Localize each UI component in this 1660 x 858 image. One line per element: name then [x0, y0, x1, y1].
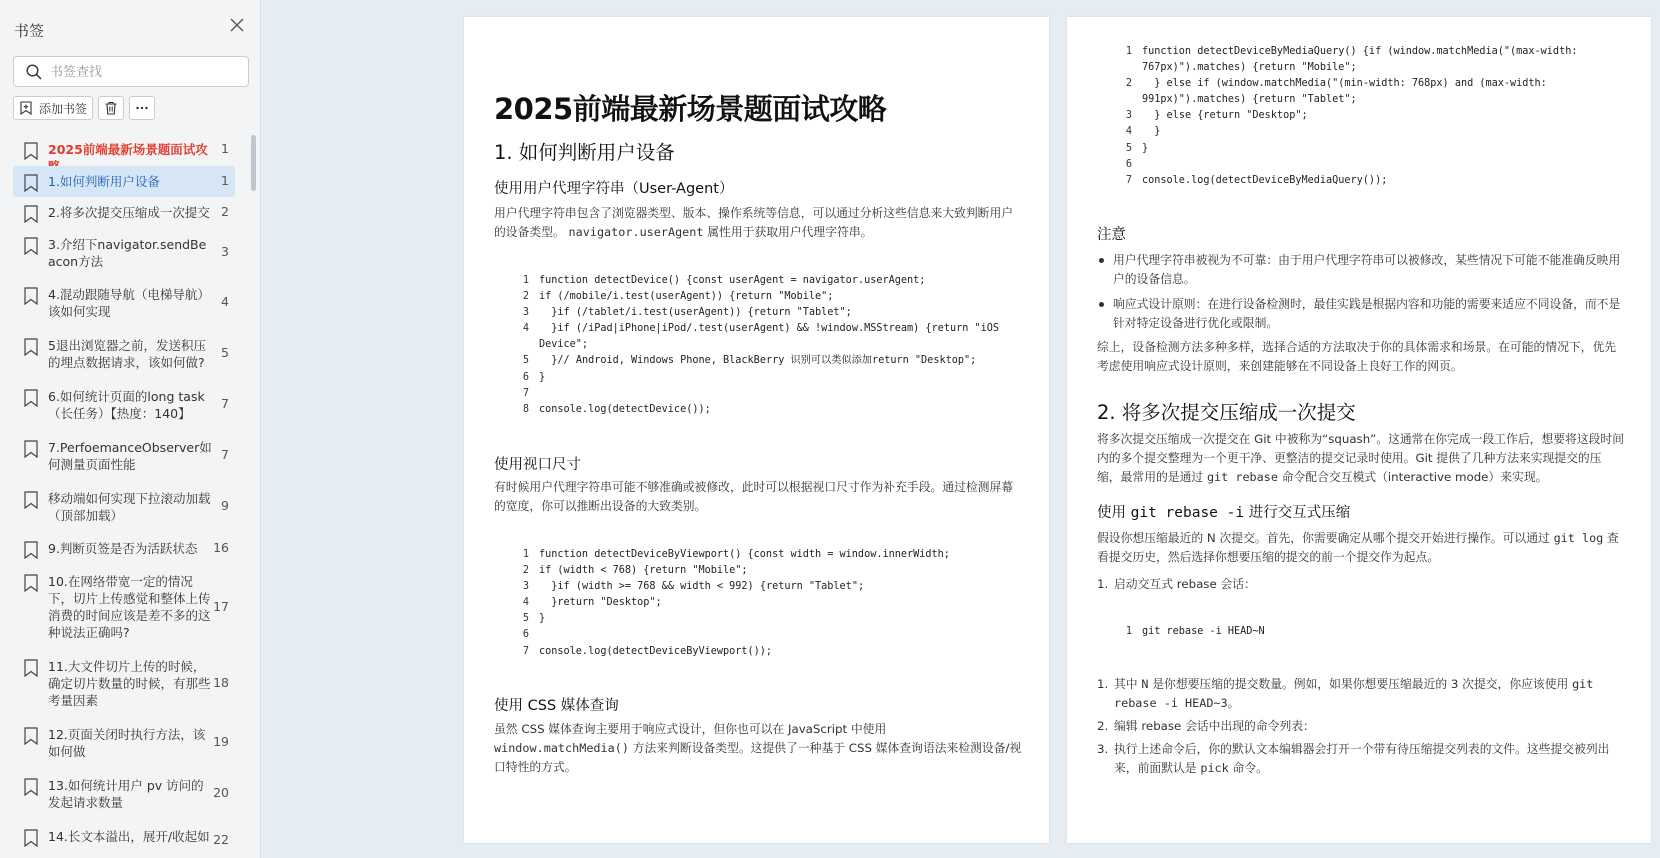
document-page-right	[1067, 17, 1651, 843]
bookmark-icon	[24, 287, 38, 305]
bookmark-icon	[24, 778, 38, 796]
code-line: 6	[522, 629, 529, 641]
bookmark-search-input[interactable]	[50, 63, 240, 81]
code-line: 6 }	[522, 371, 546, 383]
bookmark-item[interactable]	[13, 330, 235, 381]
bookmark-label: 11.大文件切片上传的时候，确定切片数量的时候，有那些考量因素	[48, 659, 211, 708]
bookmark-icon	[24, 237, 38, 255]
paragraph	[1097, 529, 1625, 567]
bookmark-item[interactable]	[13, 166, 235, 197]
paragraph-text: 查看提交历史，然后选择你想要压缩的提交的前一个提交作为起点。	[1097, 531, 1619, 564]
code-block	[509, 273, 1029, 418]
bookmark-label: 3.介绍下navigator.sendBeacon方法	[48, 237, 207, 269]
bookmark-sidebar	[0, 0, 261, 858]
list-item: 3. 执行上述命令后，你的默认文本编辑器会打开一个带有待压缩提交列表的文件。这些提交被列出来，前面默认是 pick 命令。	[1097, 742, 1610, 775]
note-list	[1097, 251, 1625, 333]
code-block	[1112, 44, 1631, 189]
subsection-heading: 注意	[1097, 227, 1126, 243]
paragraph: 有时候用户代理字符串可能不够准确或被修改，此时可以根据视口尺寸作为补充手段。通过检测屏幕的宽度，你可以推断出设备的大致类别。	[494, 480, 1014, 513]
bookmark-page: 7	[221, 447, 229, 462]
bookmark-page: 4	[221, 294, 229, 309]
list-item: 2. 编辑 rebase 会话中出现的命令列表：	[1097, 719, 1315, 733]
subsection-heading: 使用视口尺寸	[494, 457, 581, 473]
paragraph	[1097, 430, 1625, 487]
list-item: 1. 其中 N 是你想要压缩的提交数量。例如，如果你想要压缩最近的 3 次提交，你应该使用 git rebase -i HEAD~3。	[1097, 677, 1594, 710]
bookmark-item[interactable]	[13, 770, 235, 821]
bookmark-icon	[24, 829, 38, 847]
close-icon[interactable]	[228, 18, 246, 36]
bookmark-label: 1.如何判断用户设备	[48, 174, 160, 189]
document-page-left	[464, 17, 1049, 843]
list-item: 1. 启动交互式 rebase 会话：	[1097, 577, 1256, 591]
code-line: 4 }return "Desktop";	[522, 597, 662, 609]
bookmark-search-box[interactable]	[13, 56, 249, 87]
add-bookmark-label: 添加书签	[39, 101, 88, 116]
list-item: 响应式设计原则：在进行设备检测时，最佳实践是根据内容和功能的需要来适应不同设备，而不是针对特定设备进行优化或限制。	[1097, 295, 1625, 333]
bookmark-page: 3	[221, 244, 229, 259]
paragraph	[494, 204, 1023, 242]
code-line: 7 console.log(detectDeviceByMediaQuery());	[1125, 174, 1388, 186]
inline-code: git log	[1553, 531, 1604, 545]
heading-text: 使用	[1097, 505, 1126, 521]
code-line: 5 }	[1125, 142, 1149, 154]
code-line: 1 function detectDeviceByMediaQuery() {if (window.matchMedia("(max-width: 767px)").matches) {return "Mobile";	[1125, 46, 1584, 74]
code-line: 2 if (width < 768) {return "Mobile";	[522, 565, 748, 577]
code-line: 2 if (/mobile/i.test(userAgent)) {return "Mobile";	[522, 291, 834, 303]
bookmark-item[interactable]	[13, 197, 235, 229]
bookmark-icon	[24, 659, 38, 677]
bookmark-label: 13.如何统计用户 pv 访问的发起请求数量	[48, 778, 204, 810]
code-line: 6	[1125, 158, 1132, 170]
bookmark-page: 1	[221, 141, 229, 156]
bookmark-page: 1	[221, 173, 229, 188]
bookmark-label: 5退出浏览器之前，发送积压的埋点数据请求，该如何做?	[48, 338, 206, 370]
paragraph-text: 命令配合交互模式（interactive mode）来实现。	[1281, 470, 1548, 484]
bookmark-label: 10.在网络带宽一定的情况下，切片上传感觉和整体上传消费的时间应该是差不多的这种说法正确吗?	[48, 574, 211, 640]
bookmark-label: 14.长文本溢出，展开/收起如	[48, 829, 210, 844]
subsection-heading: 使用 CSS 媒体查询	[494, 698, 619, 714]
bookmark-page: 7	[221, 396, 229, 411]
numbered-list	[1097, 575, 1625, 594]
code-line: 5 }	[522, 613, 546, 625]
bookmark-page: 18	[213, 675, 229, 690]
bookmark-icon	[24, 205, 38, 223]
bookmark-page: 20	[213, 785, 229, 800]
bookmark-label: 4.混动跟随导航（电梯导航）该如何实现	[48, 287, 210, 319]
bookmark-page: 22	[213, 832, 229, 847]
bookmark-page: 5	[221, 345, 229, 360]
bookmark-item[interactable]	[13, 719, 235, 770]
bookmark-item[interactable]	[13, 279, 235, 330]
code-line: 3 }if (/tablet/i.test(userAgent)) {return "Tablet";	[522, 307, 852, 319]
bookmark-page: 16	[213, 540, 229, 555]
bookmark-icon	[24, 574, 38, 592]
bookmark-icon	[24, 338, 38, 356]
document-title: 2025前端最新场景题面试攻略	[494, 92, 887, 126]
code-block	[1112, 624, 1631, 640]
numbered-list	[1097, 675, 1625, 778]
bookmark-page: 19	[213, 734, 229, 749]
bookmark-item[interactable]	[13, 566, 235, 651]
code-line: 7 console.log(detectDeviceByViewport());	[522, 645, 773, 657]
bookmark-page: 9	[221, 498, 229, 513]
bookmark-icon	[24, 142, 38, 160]
code-line: 5 }// Android, Windows Phone, BlackBerry 识别可以类似添加return "Desktop";	[522, 355, 977, 367]
bookmark-item[interactable]	[13, 134, 235, 166]
bookmark-label: 9.判断页签是否为活跃状态	[48, 541, 198, 556]
inline-code: navigator.userAgent	[568, 225, 704, 239]
more-icon	[135, 101, 149, 115]
bookmark-page: 2	[221, 204, 229, 219]
sidebar-title: 书签	[14, 22, 45, 40]
bookmark-label: 12.页面关闭时执行方法，该如何做	[48, 727, 206, 759]
more-options-button[interactable]	[129, 96, 155, 120]
code-line: 3 } else {return "Desktop";	[1125, 110, 1308, 122]
bookmark-item[interactable]	[13, 651, 235, 719]
add-bookmark-icon	[19, 101, 33, 115]
paragraph-text: 方法来判断设备类型。这提供了一种基于 CSS 媒体查询语法来检测设备/视口特性的方式。	[494, 741, 1022, 774]
inline-code: git rebase -i	[1130, 505, 1245, 521]
sidebar-scrollbar[interactable]	[251, 135, 256, 191]
code-line: 4 }	[1125, 126, 1161, 138]
paragraph-text: 假设你想压缩最近的 N 次提交。首先，你需要确定从哪个提交开始进行操作。可以通过	[1097, 531, 1550, 545]
sidebar-toolbar	[13, 96, 155, 120]
list-item: 用户代理字符串被视为不可靠：由于用户代理字符串可以被修改，某些情况下可能不能准确反映用户的设备信息。	[1097, 251, 1625, 289]
bookmark-item[interactable]	[13, 821, 235, 851]
bookmark-item[interactable]	[13, 533, 235, 566]
code-line: 7	[522, 387, 529, 399]
paragraph-text: 用户代理字符串包含了浏览器类型、版本、操作系统等信息，可以通过分析这些信息来大致判断用户的设备类型。	[494, 206, 1014, 239]
paragraph-text: 属性用于获取用户代理字符串。	[707, 225, 873, 239]
bookmark-icon	[24, 491, 38, 509]
bookmark-label: 2025前端最新场景题面试攻	[48, 142, 208, 157]
paragraph	[494, 720, 1023, 777]
bookmark-label: 6.如何统计页面的long task（长任务）【热度：140】	[48, 389, 205, 421]
code-line: 3 }if (width >= 768 && width < 992) {return "Tablet";	[522, 581, 865, 593]
code-line: 8 console.log(detectDevice());	[522, 403, 711, 415]
section-heading: 2. 将多次提交压缩成一次提交	[1097, 401, 1356, 424]
code-block	[509, 547, 1029, 660]
subsection-heading	[1097, 501, 1625, 522]
bookmark-item[interactable]	[13, 483, 235, 533]
trash-icon	[104, 101, 118, 115]
bookmark-page: 17	[213, 599, 229, 614]
bookmark-label: 移动端如何实现下拉滚动加载（顶部加载）	[48, 491, 211, 523]
delete-bookmark-button[interactable]	[98, 96, 124, 120]
code-line: 4 }if (/iPad|iPhone|iPod/.test(userAgent) && !window.MSStream) {return "iOS Device";	[522, 323, 1006, 351]
inline-code: window.matchMedia()	[494, 741, 629, 755]
bookmark-item[interactable]	[13, 229, 235, 279]
subsection-heading: 使用用户代理字符串（User-Agent）	[494, 181, 734, 197]
bookmark-item[interactable]	[13, 432, 235, 483]
code-line: 1 git rebase -i HEAD~N	[1125, 626, 1265, 637]
bookmark-icon	[24, 389, 38, 407]
heading-text: 进行交互式压缩	[1248, 505, 1351, 521]
paragraph-text: 虽然 CSS 媒体查询主要用于响应式设计，但你也可以在 JavaScript 中使用	[494, 722, 887, 736]
bookmark-label: 7.PerfoemanceObserver如何测量页面性能	[48, 440, 212, 472]
bookmark-item[interactable]	[13, 381, 235, 432]
paragraph-text: 将多次提交压缩成一次提交在 Git 中被称为“squash”。这通常在你完成一段工作后，想要将这段时间内的多个提交整理为一个更干净、更整洁的提交记录时使用。Git 提供了几种方法来实现提交的压缩，最常用的是通过	[1097, 432, 1625, 484]
section-heading: 1. 如何判断用户设备	[494, 141, 675, 164]
bookmark-label: 2.将多次提交压缩成一次提交	[48, 205, 210, 220]
bookmark-icon	[24, 174, 38, 192]
code-line: 1 function detectDevice() {const userAgent = navigator.userAgent;	[522, 275, 926, 286]
bookmark-list	[0, 134, 249, 851]
paragraph: 综上，设备检测方法多种多样，选择合适的方法取决于你的具体需求和场景。在可能的情况下，优先考虑使用响应式设计原则，来创建能够在不同设备上良好工作的网页。	[1097, 340, 1617, 373]
bookmark-icon	[24, 440, 38, 458]
code-line: 2 } else if (window.matchMedia("(min-width: 768px) and (max-width: 991px)").matches) {return "Tablet";	[1125, 78, 1553, 106]
bookmark-icon	[24, 727, 38, 745]
code-line: 1 function detectDeviceByViewport() {const width = window.innerWidth;	[522, 549, 950, 560]
search-icon	[26, 64, 42, 80]
bookmark-icon	[24, 541, 38, 559]
inline-code: git rebase	[1206, 470, 1278, 484]
add-bookmark-button[interactable]	[13, 96, 93, 120]
